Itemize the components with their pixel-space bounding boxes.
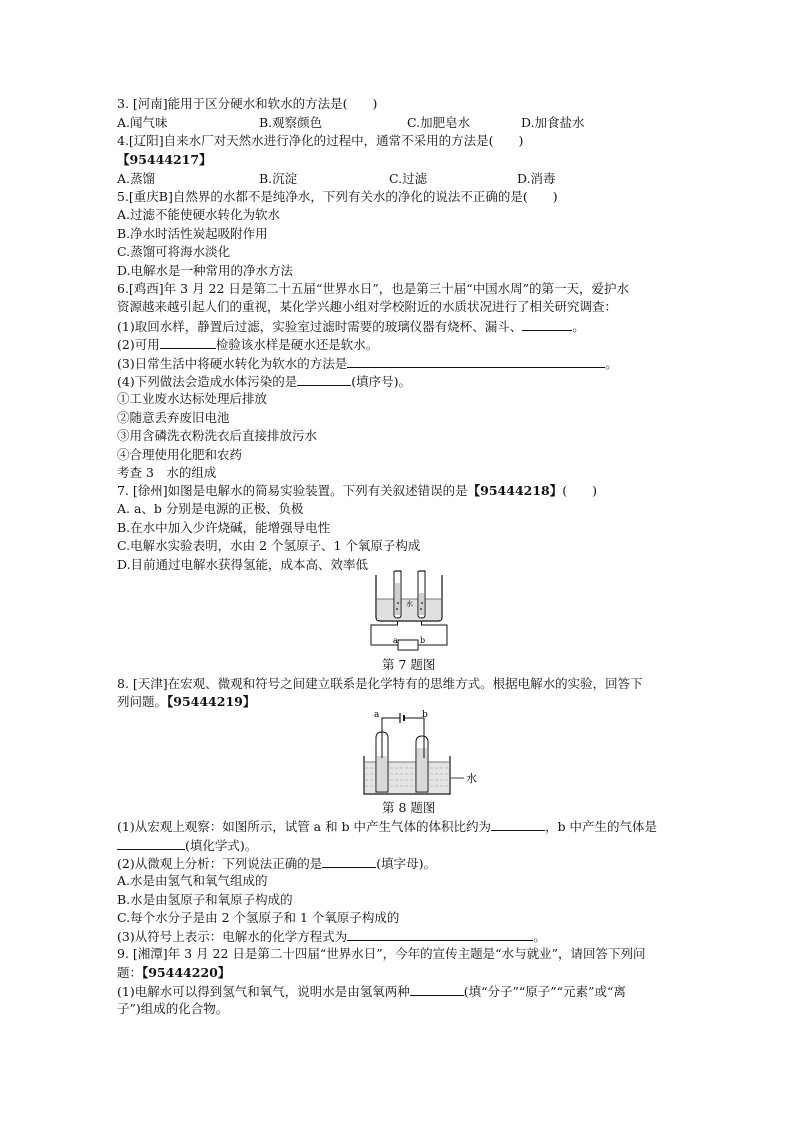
q7-option-d: D.目前通过电解水获得氢能，成本高、效率低 [117, 557, 369, 572]
q8-label-a: a [374, 710, 380, 720]
q5-option-b: B.净水时活性炭起吸附作用 [117, 226, 268, 241]
q6-part1-blank[interactable] [522, 317, 572, 331]
q5-option-a: A.过滤不能使硬水转化为软水 [117, 207, 281, 222]
q6-part4-text: (4)下列做法会造成水体污染的是 [117, 374, 298, 389]
q6-part2-text: (2)可用 [117, 337, 160, 352]
q8-option-c: C.每个水分子是由 2 个氢原子和 1 个氧原子构成的 [117, 910, 400, 925]
q8-part2-end: (填字母)。 [376, 856, 436, 871]
q8-part1-blank1[interactable] [491, 817, 545, 831]
q8-figure-caption: 第 8 题图 [382, 800, 436, 815]
q5-stem: 5.[重庆B]自然界的水都不是纯净水，下列有关水的净化的说法不正确的是( ) [117, 189, 558, 204]
q9-stem-line1: 9. [湘潭]年 3 月 22 日是第二十四届“世界水日”，今年的宣传主题是“水与就业”，请回答下列问 [117, 946, 646, 961]
q3-stem: 3. [河南]能用于区分硬水和软水的方法是( ) [117, 96, 378, 111]
q4-option-a: A.蒸馏 [117, 171, 156, 186]
q5-option-d: D.电解水是一种常用的净水方法 [117, 263, 294, 278]
q3-option-d: D.加食盐水 [521, 115, 585, 130]
q6-part4-blank[interactable] [297, 372, 351, 386]
q8-part3-end: 。 [533, 929, 546, 944]
section-heading: 考查 3 水的组成 [117, 465, 217, 480]
q8-part2-blank[interactable] [322, 854, 376, 868]
q8-part3-text: (3)从符号上表示：电解水的化学方程式为 [117, 929, 348, 944]
q7-figure [368, 565, 450, 653]
q8-part1-mid: ，b 中产生的气体是 [545, 819, 658, 834]
q6-part1-end: 。 [572, 319, 585, 334]
q8-stem-line2-text: 列问题。 [117, 694, 168, 709]
q7-option-b: B.在水中加入少许烧碱，能增强导电性 [117, 520, 331, 535]
q8-part1 [117, 817, 657, 836]
q6-part1-text: (1)取回水样，静置后过滤，实验室过滤时需要的玻璃仪器有烧杯、漏斗、 [117, 319, 523, 334]
q9-part1-blank[interactable] [410, 982, 464, 996]
q9-part1-text: (1)电解水可以得到氢气和氧气，说明水是由氢氧两种 [117, 984, 410, 999]
q6-item-2: ②随意丢弃废旧电池 [117, 410, 230, 425]
q7-option-a: A. a、b 分别是电源的正极、负极 [117, 501, 304, 516]
q6-part3-text: (3)日常生活中将硬水转化为软水的方法是 [117, 356, 348, 371]
q7-figure-caption: 第 7 题图 [382, 657, 436, 672]
q4-code: 【95444217】 [117, 152, 212, 167]
q8-part1-end: (填化学式)。 [185, 838, 258, 853]
q4-options [117, 170, 556, 188]
q3-option-b: B.观察颜色 [259, 115, 323, 130]
q3-option-a: A.闻气味 [117, 115, 168, 130]
q8-figure [360, 708, 490, 798]
q8-option-a: A.水是由氢气和氧气组成的 [117, 873, 268, 888]
q7-code: 【95444218】 [467, 483, 563, 498]
q7-option-c: C.电解水实验表明，水由 2 个氢原子、1 个氧原子构成 [117, 538, 421, 553]
q8-part1-line2 [117, 836, 257, 855]
q8-part2 [117, 854, 436, 873]
q8-label-b: b [422, 710, 428, 720]
q8-water-label: 水 [466, 772, 477, 785]
q7-stem-text: 7. [徐州]如图是电解水的简易实验装置。下列有关叙述错误的是 [117, 483, 468, 498]
q4-stem: 4.[辽阳]自来水厂对天然水进行净化的过程中，通常不采用的方法是( ) [117, 133, 524, 148]
q6-stem-line2: 资源越来越引起人们的重视，某化学兴趣小组对学校附近的水质状况进行了相关研究调查： [117, 299, 618, 314]
q6-part1 [117, 317, 585, 336]
q9-part1 [117, 982, 626, 1001]
q8-part2-text: (2)从微观上分析：下列说法正确的是 [117, 856, 323, 871]
q8-stem-line1: 8. [天津]在宏观、微观和符号之间建立联系是化学特有的思维方式。根据电解水的实验，回答下 [117, 676, 643, 691]
q9-stem-line2-text: 题： [117, 965, 143, 980]
q7-label-a: a [393, 636, 398, 645]
q8-code: 【95444219】 [167, 694, 256, 709]
q6-part4-end: (填序号)。 [351, 374, 411, 389]
q8-part3-blank[interactable] [347, 927, 533, 941]
q3-options [117, 114, 585, 132]
q4-option-c: C.过滤 [389, 171, 428, 186]
q7-water-label: 水 [406, 600, 413, 608]
q8-part3 [117, 927, 546, 946]
q6-part3-blank[interactable] [347, 354, 605, 368]
q8-part1-blank2[interactable] [117, 836, 185, 850]
q6-part4 [117, 372, 411, 391]
q6-item-1: ①工业废水达标处理后排放 [117, 391, 268, 406]
q6-item-3: ③用含磷洗衣粉洗衣后直接排放污水 [117, 428, 318, 443]
q6-stem-line1: 6.[鸡西]年 3 月 22 日是第二十五届“世界水日”，也是第三十届“中国水周”的第一天，爱护水 [117, 281, 629, 296]
q8-part1-text: (1)从宏观上观察：如图所示，试管 a 和 b 中产生气体的体积比约为 [117, 819, 492, 834]
q9-code: 【95444220】 [142, 965, 231, 980]
q6-part2-blank[interactable] [160, 335, 216, 349]
q6-part3 [117, 354, 618, 373]
q4-option-d: D.消毒 [517, 171, 556, 186]
q9-part1-end: (填“分子”“原子”“元素”或“离 [463, 984, 626, 999]
q7-paren: ( ) [562, 483, 598, 498]
q6-item-4: ④合理使用化肥和农药 [117, 447, 243, 462]
q7-label-b: b [420, 636, 426, 645]
q6-part2-end: 检验该水样是硬水还是软水。 [215, 337, 379, 352]
q4-option-b: B.沉淀 [259, 171, 298, 186]
q8-option-b: B.水是由氢原子和氧原子构成的 [117, 892, 293, 907]
q9-part1-line2: 子”)组成的化合物。 [117, 1001, 229, 1016]
q5-option-c: C.蒸馏可将海水淡化 [117, 244, 231, 259]
q7-stem [117, 482, 597, 500]
q6-part2 [117, 335, 378, 354]
q3-option-c: C.加肥皂水 [407, 115, 471, 130]
q6-part3-end: 。 [605, 356, 618, 371]
q8-stem-line2 [117, 693, 255, 711]
q9-stem-line2 [117, 964, 230, 982]
